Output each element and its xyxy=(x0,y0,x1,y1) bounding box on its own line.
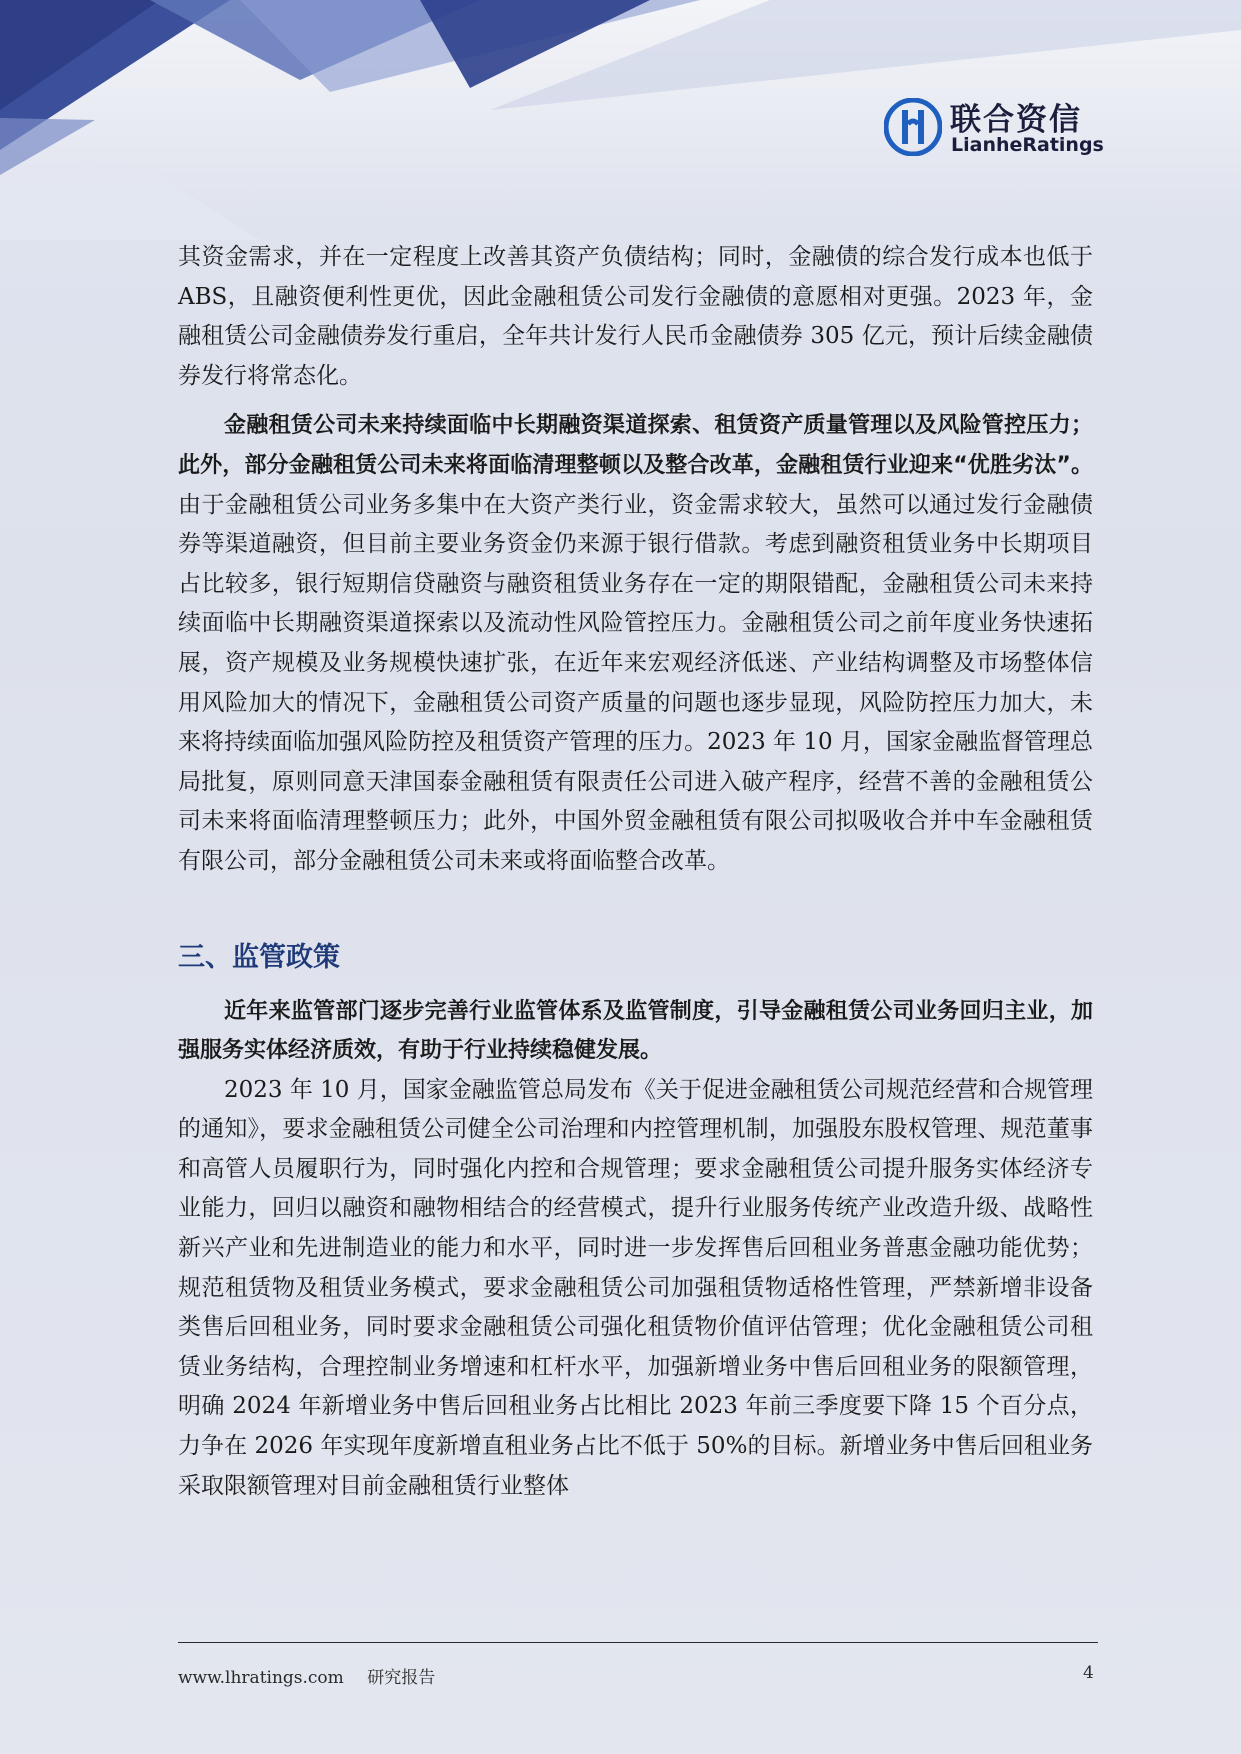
logo-mark-icon xyxy=(884,98,942,156)
paragraph-continued: 其资金需求，并在一定程度上改善其资产负债结构；同时，金融债的综合发行成本也低于 ABS，且融资便利性更优，因此金融租赁公司发行金融债的意愿相对更强。2023 年，金融租赁公司金融债券发行重启，全年共计发行人民币金融债券 305 亿元，预计后续金融债券发行将常态化。 xyxy=(178,244,1093,389)
paragraph-leasing-pressure xyxy=(178,406,1093,881)
paragraph-policy-summary xyxy=(178,992,1093,1071)
header-shape-pale-left xyxy=(0,150,260,240)
footer-divider xyxy=(178,1642,1098,1643)
logo-english-name: LianheRatings xyxy=(951,134,1104,156)
document-body xyxy=(178,238,1093,1506)
paragraph-policy-detail: 2023 年 10 月，国家金融监管总局发布《关于促进金融租赁公司规范经营和合规管理的通知》，要求金融租赁公司健全公司治理和内控管理机制，加强股东股权管理、规范董事和高管人员履职行为，同时强化内控和合规管理；要求金融租赁公司提升服务实体经济专业能力，回归以融资和融物相结合的经营模式，提升行业服务传统产业改造升级、战略性新兴产业和先进制造业的能力和水平，同时进一步发挥售后回租业务普惠金融功能优势；规范租赁物及租赁业务模式，要求金融租赁公司加强租赁物适格性管理，严禁新增非设备类售后回租业务，同时要求金融租赁公司强化租赁物价值评估管理；优化金融租赁公司租赁业务结构，合理控制业务增速和杠杆水平，加强新增业务中售后回租业务的限额管理，明确 2024 年新增业务中售后回租业务占比相比 2023 年前三季度要下降 15 个百分点，力争在 2026 年实现年度新增直租业务占比不低于 50%的目标。新增业务中售后回租业务采取限额管理对目前金融租赁行业整体 xyxy=(178,1076,1093,1499)
paragraph-lead-bold: 金融租赁公司未来持续面临中长期融资渠道探索、租赁资产质量管理以及风险管控压力；此外，部分金融租赁公司未来将面临清理整顿以及整合改革，金融租赁行业迎来“优胜劣汰”。 xyxy=(178,413,1093,478)
logo-chinese-name: 联合资信 xyxy=(950,102,1082,138)
footer-info xyxy=(178,1663,453,1688)
paragraph-summary-bold: 近年来监管部门逐步完善行业监管体系及监管制度，引导金融租赁公司业务回归主业，加强服务实体经济质效，有助于行业持续稳健发展。 xyxy=(178,998,1093,1064)
footer-website-link[interactable]: www.lhratings.com xyxy=(178,1668,344,1688)
page-number: 4 xyxy=(1083,1663,1094,1683)
paragraph-body-text: 由于金融租赁公司业务多集中在大资产类行业，资金需求较大，虽然可以通过发行金融债券等渠道融资，但目前主要业务资金仍来源于银行借款。考虑到融资租赁业务中长期项目占比较多，银行短期信贷融资与融资租赁业务存在一定的期限错配，金融租赁公司未来持续面临中长期融资渠道探索以及流动性风险管控压力。金融租赁公司之前年度业务快速拓展，资产规模及业务规模快速扩张，在近年来宏观经济低迷、产业结构调整及市场整体信用风险加大的情况下，金融租赁公司资产质量的问题也逐步显现，风险防控压力加大，未来将持续面临加强风险防控及租赁资产管理的压力。2023 年 10 月，国家金融监督管理总局批复，原则同意天津国泰金融租赁有限责任公司进入破产程序，经营不善的金融租赁公司未来将面临清理整顿压力；此外，中国外贸金融租赁有限公司拟吸收合并中车金融租赁有限公司，部分金融租赁公司未来或将面临整合改革。 xyxy=(178,491,1093,874)
section-heading: 三、监管政策 xyxy=(178,941,340,973)
company-logo xyxy=(884,92,1104,162)
footer-report-type: 研究报告 xyxy=(367,1668,436,1688)
